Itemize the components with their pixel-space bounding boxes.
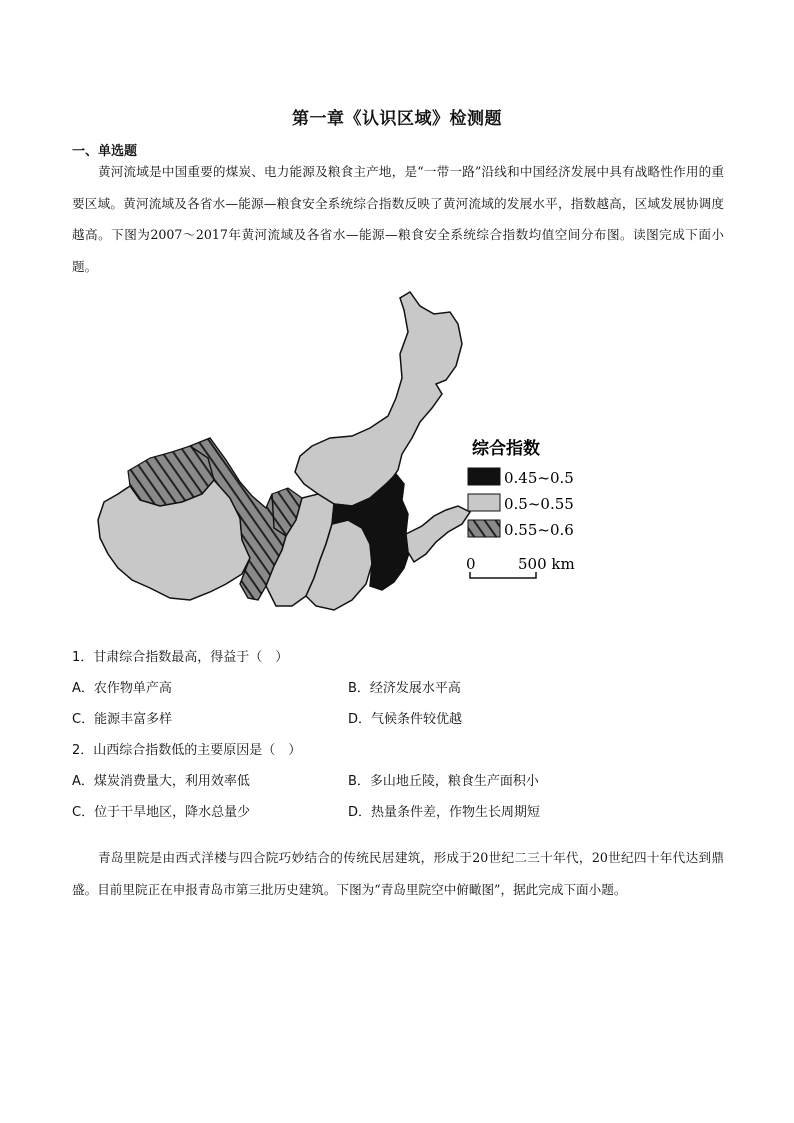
legend-swatch-high xyxy=(468,520,500,537)
legend-label-mid: 0.5~0.55 xyxy=(504,495,574,513)
yellow-river-index-map xyxy=(90,288,610,623)
question-1-option-d[interactable]: D．气候条件较优越 xyxy=(348,712,463,727)
legend-swatch-mid xyxy=(468,494,500,511)
question-1-option-a[interactable]: A．农作物单产高 xyxy=(72,681,172,696)
question-2-option-c[interactable]: C．位于干旱地区，降水总量少 xyxy=(72,805,251,820)
scale-label: 500 km xyxy=(518,555,575,573)
page-title: 第一章《认识区域》检测题 xyxy=(292,109,502,129)
region-shandong xyxy=(406,506,470,562)
question-1-option-c[interactable]: C．能源丰富多样 xyxy=(72,712,173,727)
question-2-option-b[interactable]: B．多山地丘陵，粮食生产面积小 xyxy=(348,774,539,789)
scale-zero: 0 xyxy=(466,555,476,573)
passage-yellow-river: 黄河流域是中国重要的煤炭、电力能源及粮食主产地，是“一带一路”沿线和中国经济发展中具有战略性作用的重要区域。黄河流域及各省水—能源—粮食安全系统综合指数反映了黄河流域的发展水平，指数越高，区域发展协调度越高。下图为2007～2017年黄河流域及各省水—能源—粮食安全系统综合指数均值空间分布图。读图完成下面小题。 xyxy=(72,164,724,274)
question-2-stem: 2．山西综合指数低的主要原因是（ ） xyxy=(72,743,302,758)
passage-qingdao-liyuan: 青岛里院是由西式洋楼与四合院巧妙结合的传统民居建筑，形成于20世纪二三十年代，20世纪四十年代达到鼎盛。目前里院正在申报青岛市第三批历史建筑。下图为“青岛里院空中俯瞰图”，据此完成下面小题。 xyxy=(72,850,724,897)
legend-label-low: 0.45~0.5 xyxy=(504,469,574,487)
question-1-option-b[interactable]: B．经济发展水平高 xyxy=(348,681,461,696)
question-2-option-a[interactable]: A．煤炭消费量大，利用效率低 xyxy=(72,774,250,789)
question-2-option-d[interactable]: D．热量条件差，作物生长周期短 xyxy=(348,805,541,820)
legend-label-high: 0.55~0.6 xyxy=(504,521,574,539)
legend-swatch-low xyxy=(468,468,500,485)
region-inner-mongolia xyxy=(295,292,462,506)
question-1-stem: 1．甘肃综合指数最高，得益于（ ） xyxy=(72,650,289,665)
section-heading: 一、单选题 xyxy=(72,144,138,159)
legend-title: 综合指数 xyxy=(472,439,540,459)
